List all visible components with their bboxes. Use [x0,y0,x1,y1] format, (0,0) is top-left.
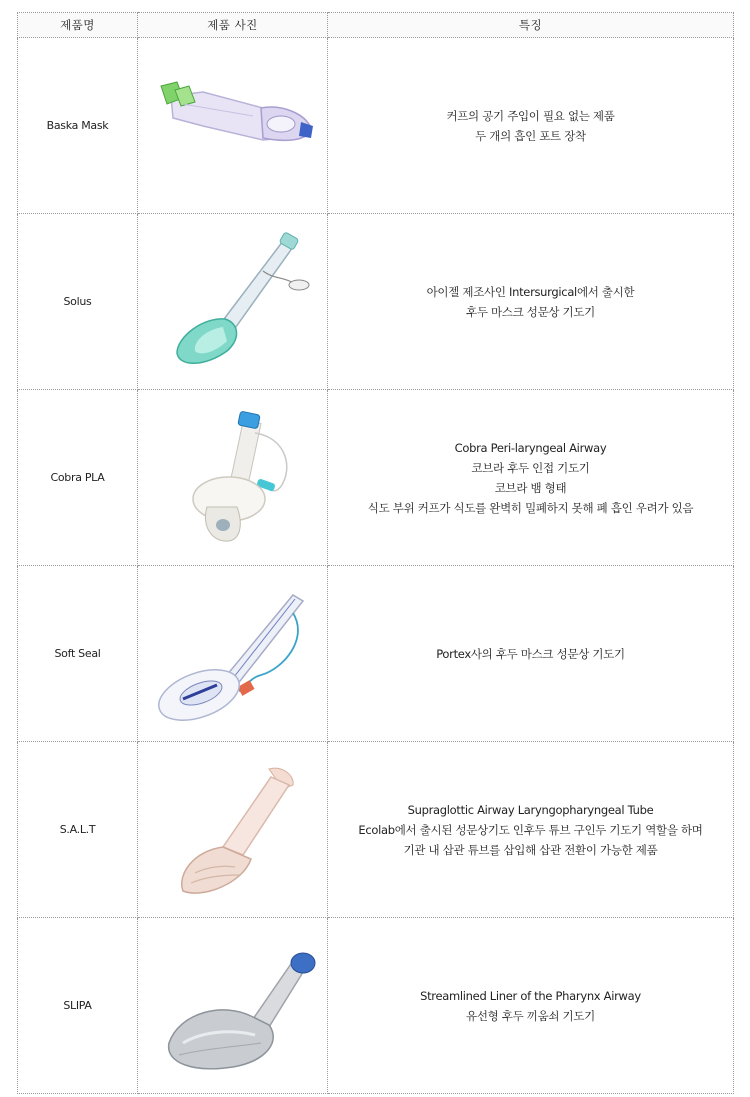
table-row [18,390,734,566]
product-name: Baska Mask [18,38,138,214]
table-row [18,38,734,214]
feature-line: 기관 내 삽관 튜브를 삽입해 삽관 전환이 가능한 제품 [403,842,658,857]
header-product-photo: 제품 사진 [138,13,328,38]
product-comparison-table [17,12,734,1094]
product-features [328,38,734,214]
feature-line: 코브라 후두 인접 기도기 [471,460,590,475]
product-table-container [17,12,733,1094]
table-header-row [18,13,734,38]
product-features [328,918,734,1094]
feature-line: 유선형 후두 끼움쇠 기도기 [466,1008,595,1023]
feature-line: 커프의 공기 주입이 필요 없는 제품 [446,108,615,123]
product-features [328,742,734,918]
baska-mask-device-icon [143,56,323,196]
feature-line: 후두 마스크 성문상 기도기 [466,304,595,319]
header-features: 특징 [328,13,734,38]
feature-line: Ecolab에서 출시된 성문상기도 인후두 튜브 구인두 기도기 역할을 하며 [358,822,703,837]
feature-line: 코브라 뱀 형태 [494,480,567,495]
product-features [328,390,734,566]
product-name: SLIPA [18,918,138,1094]
product-name: Cobra PLA [18,390,138,566]
table-row [18,214,734,390]
cobra-pla-device-icon [143,403,323,553]
soft-seal-device-icon [143,579,323,729]
product-name: Solus [18,214,138,390]
product-features [328,566,734,742]
product-name: S.A.L.T [18,742,138,918]
product-photo [138,214,328,390]
product-name: Soft Seal [18,566,138,742]
feature-line: 아이젤 제조사인 Intersurgical에서 출시한 [426,284,635,299]
table-row [18,566,734,742]
feature-line: 두 개의 흡인 포트 장착 [475,128,586,143]
product-photo [138,38,328,214]
feature-line: Cobra Peri-laryngeal Airway [454,440,607,455]
feature-line: 식도 부위 커프가 식도를 완벽히 밀폐하지 못해 폐 흡인 우려가 있음 [367,500,694,515]
table-row [18,742,734,918]
feature-line: Streamlined Liner of the Pharynx Airway [420,988,641,1003]
feature-line: Supraglottic Airway Laryngopharyngeal Tube [407,802,654,817]
salt-device-icon [143,755,323,905]
slipa-device-icon [143,931,323,1081]
solus-device-icon [143,227,323,377]
product-photo [138,742,328,918]
product-photo [138,566,328,742]
product-photo [138,918,328,1094]
product-photo [138,390,328,566]
feature-line: Portex사의 후두 마스크 성문상 기도기 [436,646,625,661]
product-features [328,214,734,390]
table-row [18,918,734,1094]
header-product-name: 제품명 [18,13,138,38]
